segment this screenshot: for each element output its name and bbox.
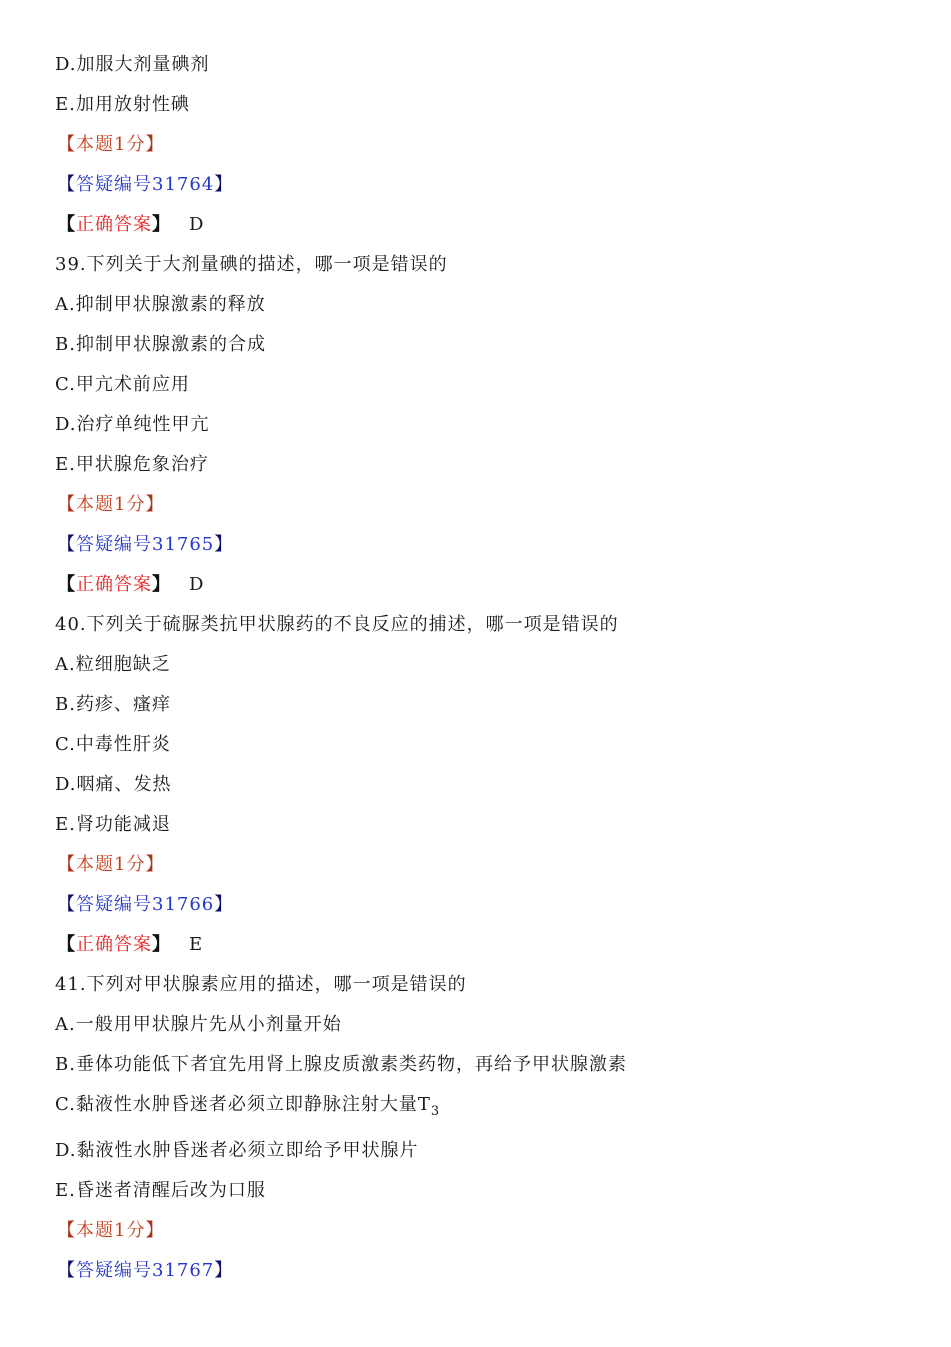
bracket-close: 】 (145, 134, 165, 155)
score-label: 本题1分 (76, 1220, 146, 1241)
qa-id-tag (55, 885, 951, 925)
option-b: B.药疹、瘙痒 (55, 694, 171, 715)
bracket-close: 】 (214, 894, 234, 915)
bracket-close: 】 (214, 1260, 234, 1281)
option-d: D.加服大剂量碘剂 (55, 54, 210, 75)
qa-id-label: 答疑编号31767 (76, 1260, 215, 1281)
bracket-close: 】 (145, 1220, 165, 1241)
score-tag (55, 485, 951, 525)
answer-value: D (189, 574, 205, 595)
score-label: 本题1分 (76, 134, 146, 155)
question-block-39 (55, 245, 951, 605)
option-c: C.中毒性肝炎 (55, 734, 171, 755)
bracket-close: 】 (145, 494, 165, 515)
option-c-text: C.黏液性水肿昏迷者必须立即静脉注射大量T (55, 1094, 431, 1115)
answer-label: 正确答案 (76, 574, 152, 595)
bracket-close: 】 (214, 534, 234, 555)
qa-id-label: 答疑编号31765 (76, 534, 215, 555)
option-a: A.抑制甲状腺激素的释放 (55, 294, 266, 315)
qa-id-tag (55, 1251, 951, 1291)
bracket-open: 【 (57, 1220, 76, 1241)
answer-tag (55, 925, 951, 965)
option-d: D.治疗单纯性甲亢 (55, 414, 210, 435)
answer-value: E (189, 934, 204, 955)
question-block-continued (55, 45, 951, 245)
bracket-close: 】 (152, 214, 171, 235)
bracket-open: 【 (57, 854, 76, 875)
qa-id-tag (55, 165, 951, 205)
option-c: C.甲亢术前应用 (55, 374, 190, 395)
option-e: E.加用放射性碘 (55, 94, 190, 115)
bracket-close: 】 (145, 854, 165, 875)
option-d: D.黏液性水肿昏迷者必须立即给予甲状腺片 (55, 1140, 419, 1161)
question-stem: 39.下列关于大剂量碘的描述，哪一项是错误的 (55, 254, 448, 275)
question-block-41 (55, 965, 951, 1291)
score-tag (55, 125, 951, 165)
option-a: A.粒细胞缺乏 (55, 654, 171, 675)
question-stem: 41.下列对甲状腺素应用的描述，哪一项是错误的 (55, 974, 467, 995)
bracket-open: 【 (57, 1260, 76, 1281)
bracket-open: 【 (57, 494, 76, 515)
option-c-subscript: 3 (430, 1104, 440, 1119)
question-stem: 40.下列关于硫脲类抗甲状腺药的不良反应的捕述，哪一项是错误的 (55, 614, 619, 635)
answer-label: 正确答案 (76, 934, 152, 955)
answer-tag (55, 565, 951, 605)
bracket-open: 【 (57, 214, 76, 235)
bracket-open: 【 (57, 534, 76, 555)
answer-value: D (189, 214, 205, 235)
option-e: E.甲状腺危象治疗 (55, 454, 209, 475)
bracket-open: 【 (57, 894, 76, 915)
score-tag (55, 845, 951, 885)
question-block-40 (55, 605, 951, 965)
bracket-open: 【 (57, 574, 76, 595)
bracket-close: 】 (152, 934, 171, 955)
bracket-close: 】 (214, 174, 234, 195)
option-b: B.抑制甲状腺激素的合成 (55, 334, 266, 355)
bracket-open: 【 (57, 174, 76, 195)
score-tag (55, 1211, 951, 1251)
qa-id-label: 答疑编号31766 (76, 894, 215, 915)
option-d: D.咽痛、发热 (55, 774, 172, 795)
answer-tag (55, 205, 951, 245)
option-b: B.垂体功能低下者宜先用肾上腺皮质激素类药物，再给予甲状腺激素 (55, 1054, 627, 1075)
bracket-close: 】 (152, 574, 171, 595)
option-a: A.一般用甲状腺片先从小剂量开始 (55, 1014, 342, 1035)
option-e: E.昏迷者清醒后改为口服 (55, 1180, 266, 1201)
score-label: 本题1分 (76, 494, 146, 515)
qa-id-label: 答疑编号31764 (76, 174, 215, 195)
qa-id-tag (55, 525, 951, 565)
bracket-open: 【 (57, 934, 76, 955)
bracket-open: 【 (57, 134, 76, 155)
option-c (55, 1085, 951, 1131)
answer-label: 正确答案 (76, 214, 152, 235)
score-label: 本题1分 (76, 854, 146, 875)
option-e: E.肾功能减退 (55, 814, 171, 835)
